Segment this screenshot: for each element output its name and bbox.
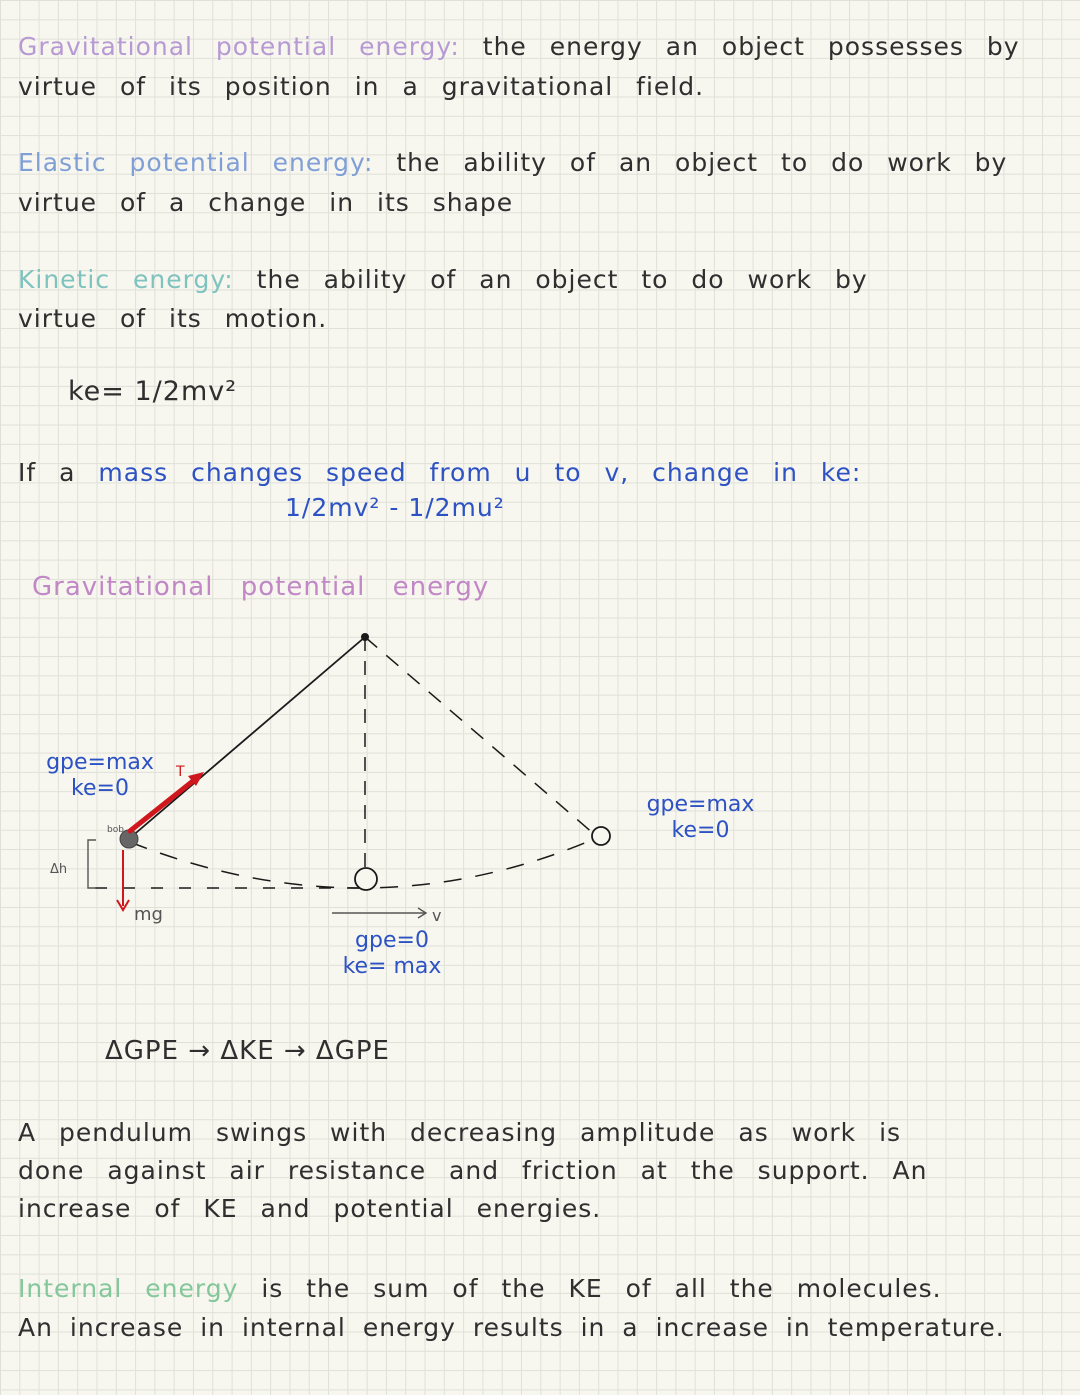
epe-definition-text: the ability of an object to do work by (396, 148, 1008, 177)
change-text-black: If a (18, 458, 76, 487)
tension-label: T (176, 764, 185, 780)
internal-energy-line-2: An increase in internal energy results in a increase in temperature. (18, 1313, 1005, 1342)
pendulum-note-line-1: A pendulum swings with decreasing amplitude as work is (18, 1118, 902, 1147)
left-gpe-label: gpe=max (46, 750, 154, 775)
weight-label: mg (134, 904, 163, 925)
diagram-heading: Gravitational potential energy (32, 572, 490, 602)
gpe-definition-line-2: virtue of its position in a gravitational field. (18, 72, 705, 101)
pendulum-string-left (130, 637, 365, 838)
ke-definition-text: the ability of an object to do work by (256, 265, 868, 294)
left-energy-labels (40, 750, 160, 802)
pendulum-string-right (365, 637, 594, 834)
gpe-term: Gravitational potential energy: (18, 32, 460, 61)
energy-chain: ΔGPE → ΔKE → ΔGPE (105, 1036, 390, 1066)
height-bracket (88, 840, 96, 888)
internal-energy-line-1 (18, 1274, 942, 1303)
height-label: Δh (50, 862, 68, 877)
internal-energy-text: is the sum of the KE of all the molecules. (261, 1274, 942, 1303)
ke-formula: ke= 1/2mv² (68, 376, 238, 407)
change-in-ke-formula: 1/2mv² - 1/2mu² (285, 493, 505, 522)
bottom-energy-labels (322, 928, 462, 980)
bob-label: bob (107, 825, 124, 835)
internal-energy-term: Internal energy (18, 1274, 239, 1303)
pendulum-note-line-3: increase of KE and potential energies. (18, 1194, 602, 1223)
change-text-blue: mass changes speed from u to v, change in ke: (98, 458, 862, 487)
left-ke-label: ke=0 (71, 776, 129, 801)
right-ke-label: ke=0 (671, 818, 730, 843)
velocity-label: v (432, 906, 442, 925)
right-energy-labels (638, 792, 763, 844)
bottom-ke-label: ke= max (342, 954, 442, 979)
epe-definition-line-2: virtue of a change in its shape (18, 188, 514, 217)
ke-term: Kinetic energy: (18, 265, 234, 294)
right-gpe-label: gpe=max (646, 792, 755, 817)
epe-term: Elastic potential energy: (18, 148, 374, 177)
pendulum-note-line-2: done against air resistance and friction at the support. An (18, 1156, 928, 1185)
right-bob (592, 827, 610, 845)
bottom-gpe-label: gpe=0 (355, 928, 429, 953)
ke-definition-line-2: virtue of its motion. (18, 304, 328, 333)
center-bob (355, 868, 377, 890)
gpe-definition-text: the energy an object possesses by (482, 32, 1020, 61)
